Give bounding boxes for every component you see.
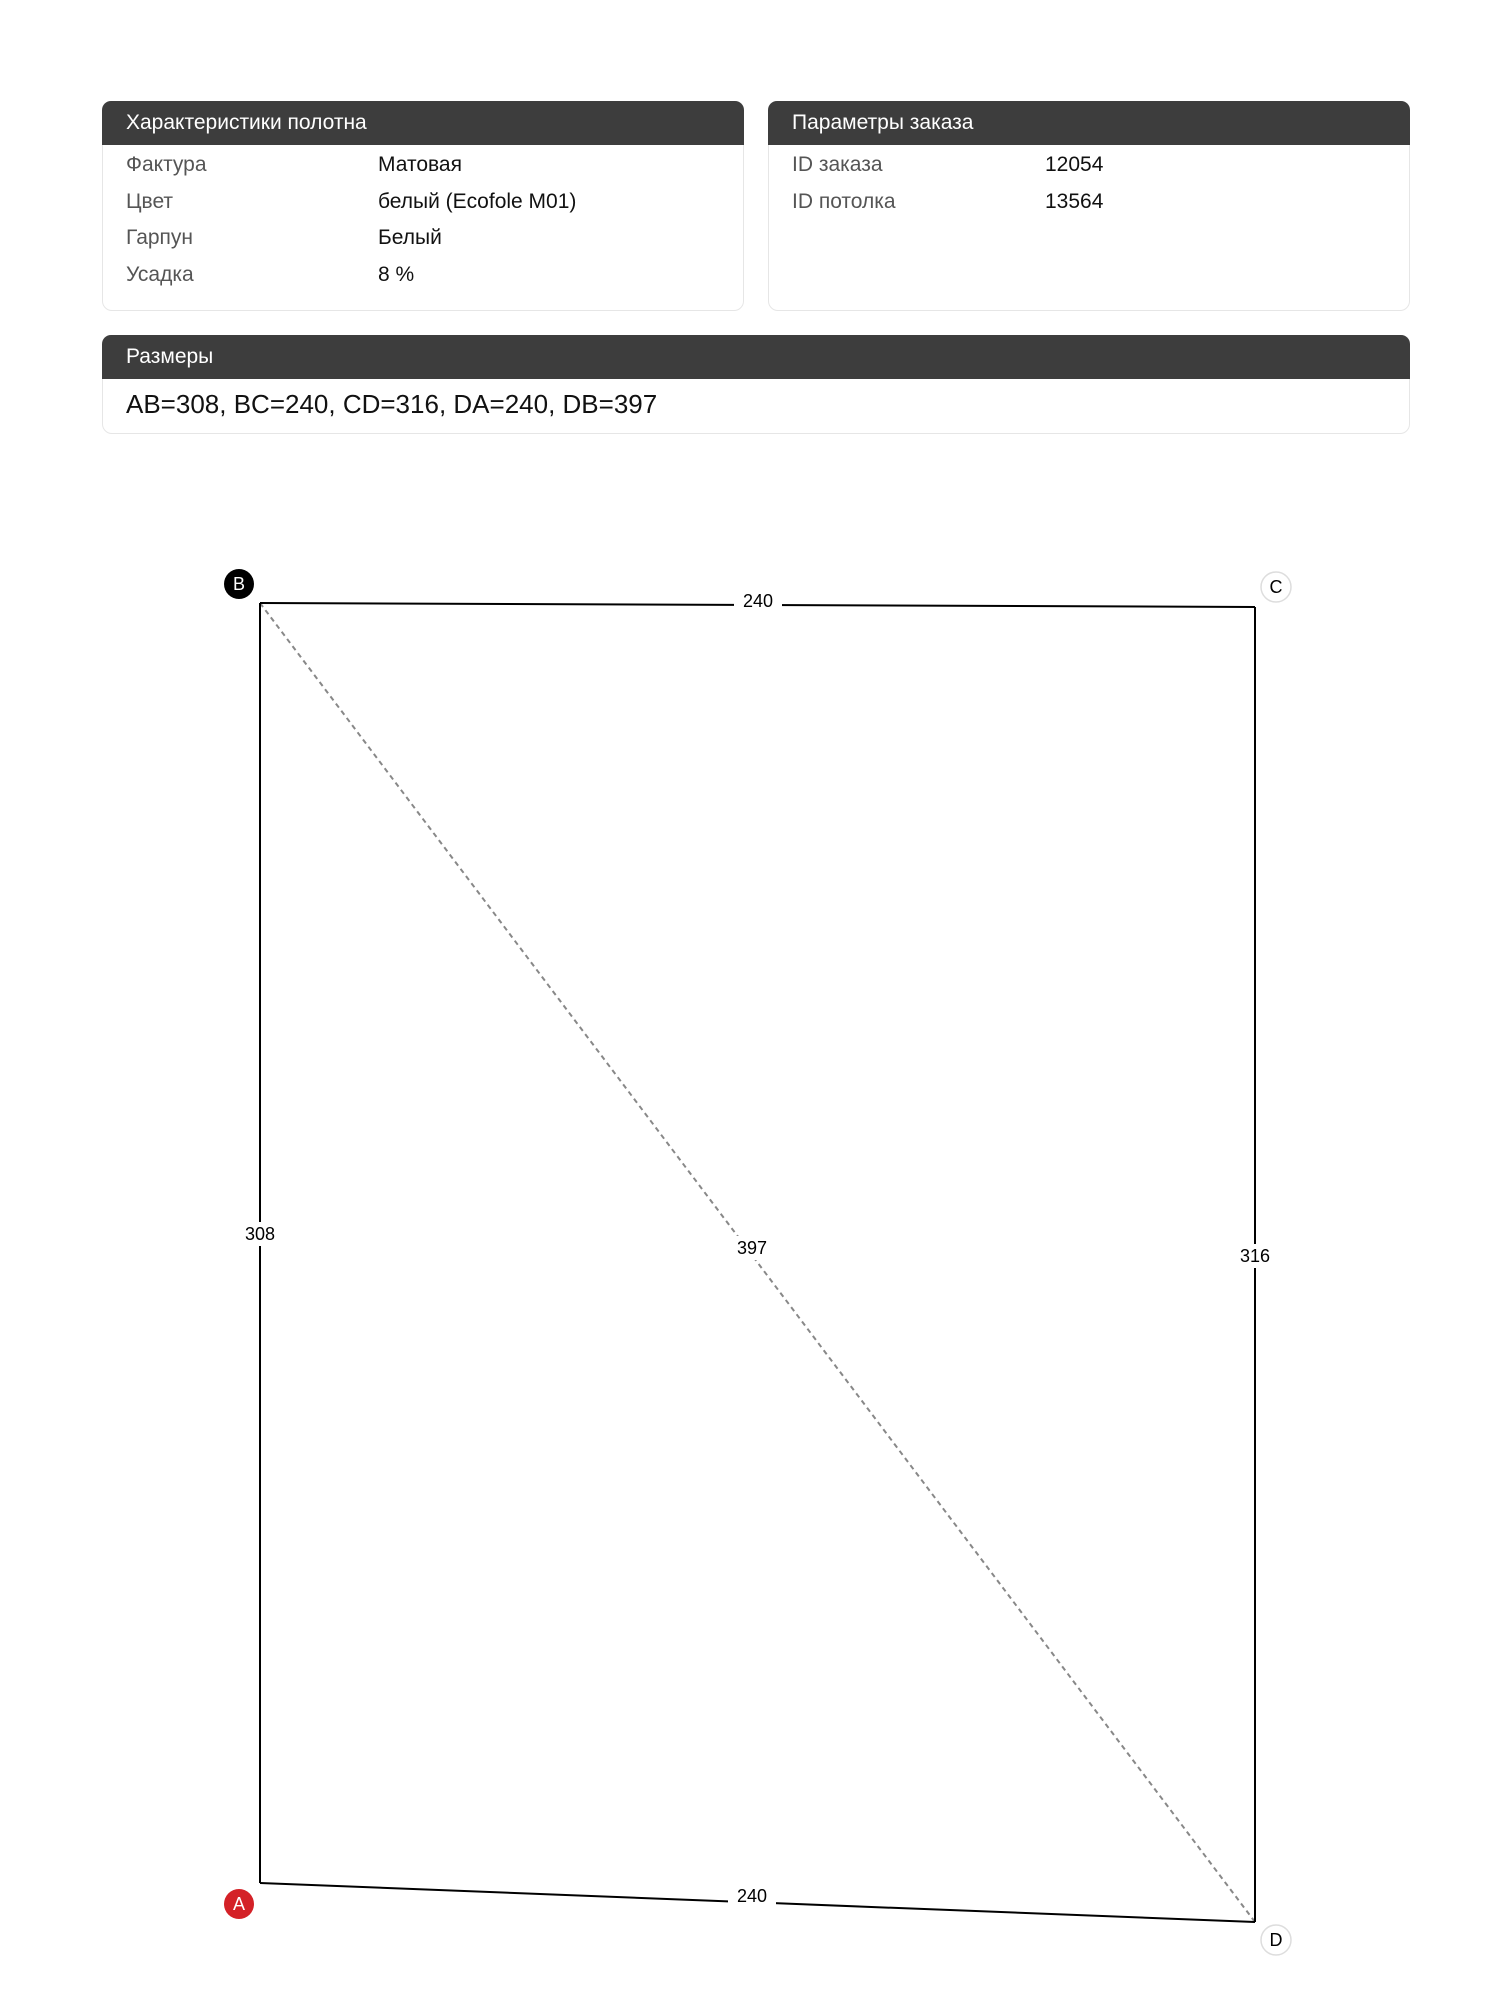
point-a-label: A — [232, 1894, 246, 1914]
edge-ab-label — [238, 1222, 282, 1246]
texture-label: Фактура — [126, 153, 207, 176]
sizes-summary: AB=308, BC=240, CD=316, DA=240, DB=397 — [126, 389, 658, 419]
color-value: белый (Ecofole M01) — [378, 189, 577, 213]
edge-db-line — [260, 603, 1255, 1922]
point-b-label: B — [232, 574, 246, 594]
order-id-value: 12054 — [1045, 153, 1104, 176]
ceiling-id-label: ID потолка — [792, 189, 896, 213]
edge-cd-label — [1233, 1244, 1277, 1268]
shrinkage-value: 8 % — [378, 262, 415, 286]
sizes-title: Размеры — [102, 335, 1410, 379]
ceiling-id-value: 13564 — [1045, 189, 1104, 213]
canvas-characteristics-title: Характеристики полотна — [102, 101, 744, 145]
harpoon-label: Гарпун — [126, 226, 194, 249]
order-id-label: ID заказа — [792, 153, 883, 176]
edge-da-value: 240 — [736, 1886, 768, 1906]
texture-value: Матовая — [378, 153, 462, 176]
point-c-marker — [1261, 572, 1291, 602]
point-c-label: C — [1269, 577, 1283, 597]
edge-bc-value: 240 — [742, 591, 774, 611]
shrinkage-label: Усадка — [126, 262, 194, 286]
point-a-marker — [224, 1889, 254, 1919]
harpoon-value: Белый — [378, 226, 442, 249]
point-d-marker — [1261, 1925, 1291, 1955]
edge-da-label — [728, 1884, 776, 1908]
point-d-label: D — [1269, 1930, 1283, 1950]
point-b-marker — [224, 569, 254, 599]
edge-cd-value: 316 — [1239, 1246, 1271, 1266]
order-parameters-title: Параметры заказа — [768, 101, 1410, 145]
edge-db-label — [730, 1236, 774, 1260]
color-label: Цвет — [126, 189, 174, 213]
edge-ab-value: 308 — [244, 1224, 276, 1244]
edge-db-value: 397 — [736, 1238, 768, 1258]
edge-bc-label — [734, 590, 782, 614]
